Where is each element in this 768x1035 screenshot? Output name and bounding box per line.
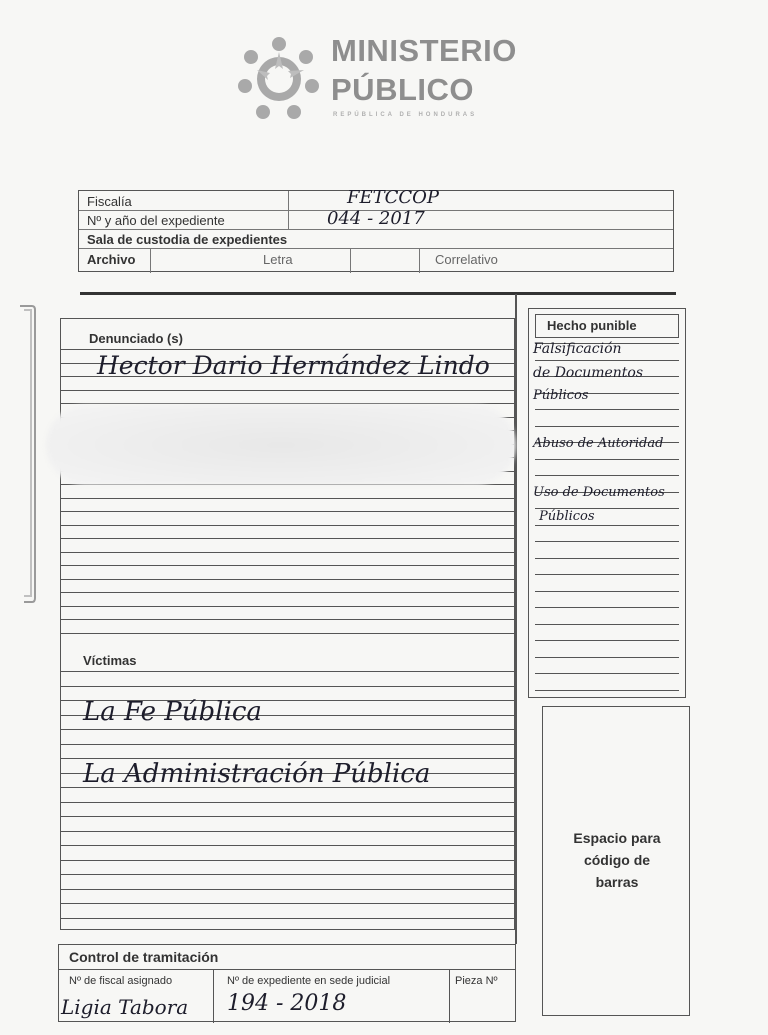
barcode-text-line: código de bbox=[583, 852, 651, 868]
barcode-text-line: Espacio para bbox=[573, 830, 661, 846]
expediente-judicial-value: 194 - 2018 bbox=[227, 991, 347, 1016]
fiscalia-value: FETCCOP bbox=[347, 187, 440, 208]
hecho-entry: Abuso de Autoridad bbox=[533, 436, 664, 451]
barcode-text-line: barras bbox=[595, 874, 639, 890]
brand-subtitle: REPÚBLICA DE HONDURAS bbox=[333, 112, 478, 118]
ruled-line bbox=[535, 673, 679, 674]
hecho-punible-panel bbox=[528, 308, 686, 698]
ruled-line bbox=[61, 816, 514, 817]
ruled-line bbox=[535, 541, 679, 542]
sala-label: Sala de custodia de expedientes bbox=[87, 232, 288, 247]
denunciado-name: Hector Dario Hernández Lindo bbox=[97, 351, 490, 380]
hecho-entry: Falsificación bbox=[533, 341, 622, 357]
section-divider bbox=[80, 292, 676, 295]
expediente-value: 044 - 2017 bbox=[327, 208, 425, 229]
ruled-line bbox=[61, 390, 514, 391]
ruled-line bbox=[535, 360, 679, 361]
ruled-line bbox=[61, 889, 514, 890]
denunciados-label: Denunciado (s) bbox=[89, 331, 183, 346]
ruled-line bbox=[535, 475, 679, 476]
ruled-line bbox=[61, 686, 514, 687]
hecho-punible-label: Hecho punible bbox=[547, 318, 637, 333]
ruled-line bbox=[61, 511, 514, 512]
brand-title-line1: MINISTERIO bbox=[331, 33, 517, 68]
victima-entry: La Administración Pública bbox=[83, 759, 431, 789]
ruled-line bbox=[61, 633, 514, 634]
column-divider bbox=[515, 294, 517, 944]
ruled-line bbox=[61, 874, 514, 875]
hecho-entry: Públicos bbox=[533, 388, 589, 403]
ruled-line bbox=[535, 690, 679, 691]
ruled-line bbox=[535, 640, 679, 641]
ruled-line bbox=[61, 403, 514, 404]
folder-clip bbox=[14, 304, 36, 604]
hecho-entry: Uso de Documentos bbox=[533, 485, 665, 500]
ruled-line bbox=[61, 579, 514, 580]
ruled-line bbox=[535, 409, 679, 410]
ruled-line bbox=[61, 498, 514, 499]
correlativo-label: Correlativo bbox=[435, 252, 498, 267]
hecho-entry: Públicos bbox=[539, 509, 595, 524]
ruled-line bbox=[61, 552, 514, 553]
ruled-line bbox=[535, 426, 679, 427]
ruled-line bbox=[535, 591, 679, 592]
ruled-line bbox=[61, 349, 514, 350]
control-tramitacion-box bbox=[58, 944, 516, 1022]
control-title: Control de tramitación bbox=[69, 949, 219, 965]
barcode-space bbox=[542, 706, 690, 1016]
expediente-info-box bbox=[78, 187, 674, 272]
letra-label: Letra bbox=[263, 252, 293, 267]
fiscal-asignado-label: Nº de fiscal asignado bbox=[69, 975, 173, 987]
ruled-line bbox=[61, 538, 514, 539]
ruled-line bbox=[61, 845, 514, 846]
fiscalia-label: Fiscalía bbox=[87, 194, 132, 209]
ruled-line bbox=[535, 624, 679, 625]
ruled-line bbox=[61, 729, 514, 730]
ruled-line bbox=[535, 574, 679, 575]
victimas-label: Víctimas bbox=[83, 653, 137, 668]
victima-entry: La Fe Pública bbox=[83, 697, 262, 727]
fiscal-asignado-value: Ligia Tabora bbox=[61, 995, 189, 1019]
expediente-label: Nº y año del expediente bbox=[87, 213, 225, 228]
brand-title-line2: PÚBLICO bbox=[331, 72, 474, 107]
hecho-entry: de Documentos bbox=[533, 365, 644, 381]
ruled-line bbox=[61, 671, 514, 672]
ruled-line bbox=[535, 607, 679, 608]
ruled-line bbox=[61, 903, 514, 904]
ruled-line bbox=[61, 744, 514, 745]
ministerio-publico-logo-icon bbox=[232, 32, 326, 126]
ruled-line bbox=[535, 459, 679, 460]
ruled-line bbox=[61, 918, 514, 919]
ruled-line bbox=[61, 831, 514, 832]
ruled-line bbox=[535, 558, 679, 559]
ruled-line bbox=[535, 657, 679, 658]
pieza-label: Pieza Nº bbox=[455, 975, 498, 987]
ruled-line bbox=[61, 619, 514, 620]
ruled-line bbox=[61, 802, 514, 803]
archivo-label: Archivo bbox=[87, 252, 136, 267]
ruled-line bbox=[535, 525, 679, 526]
ruled-line bbox=[61, 525, 514, 526]
redacted-area bbox=[46, 405, 516, 485]
ruled-line bbox=[61, 565, 514, 566]
expediente-judicial-label: Nº de expediente en sede judicial bbox=[227, 975, 391, 987]
ruled-line bbox=[61, 606, 514, 607]
ruled-line bbox=[61, 860, 514, 861]
ruled-line bbox=[61, 592, 514, 593]
